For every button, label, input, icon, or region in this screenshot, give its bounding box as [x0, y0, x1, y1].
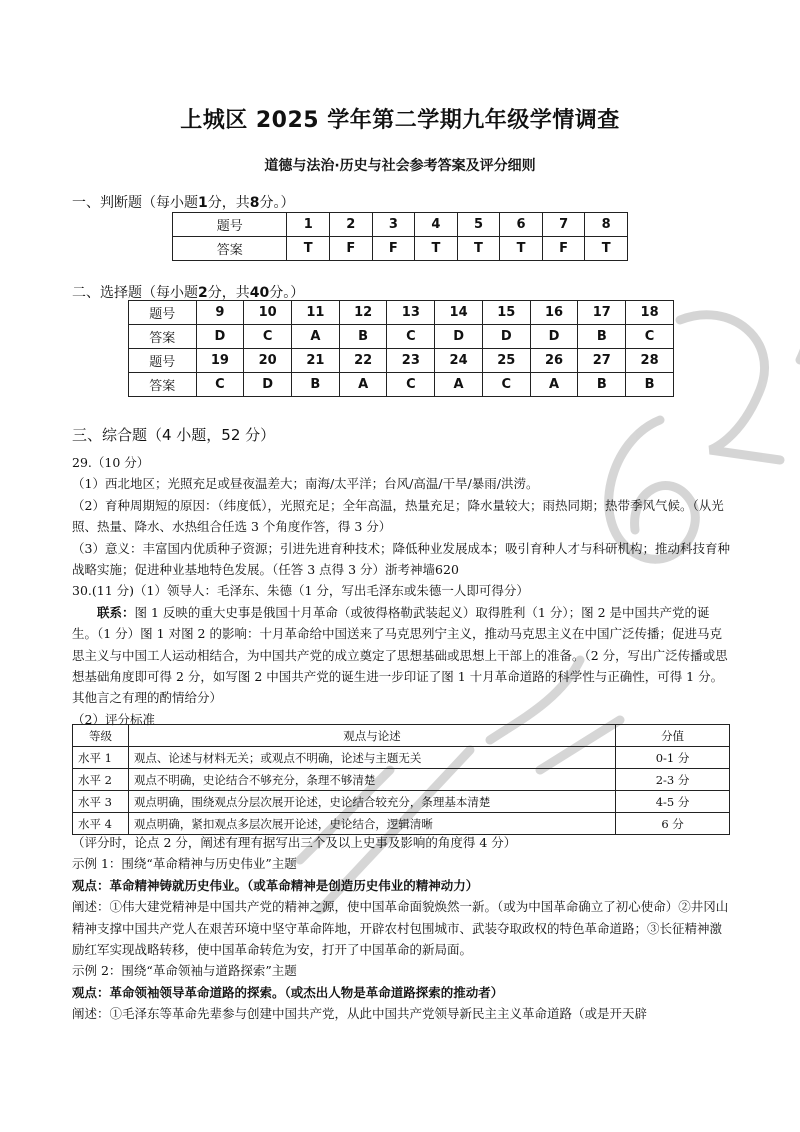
- example1-explanation: 阐述：①伟大建党精神是中国共产党的精神之源，使中国革命面貌焕然一新。（或为中国革命确立了初心使命）②井冈山精神支撑中国共产党人在艰苦环境中坚守革命阵地，开辟农村包围城市、武装夺取政权的特色革命道路；③长征精神激励红军实现战略转移，使中国革命转危为安，打开了中国革命的新局面。: [72, 899, 729, 958]
- document-subtitle: 道德与法治·历史与社会参考答案及评分细则: [264, 158, 536, 174]
- question-number: 4: [415, 213, 458, 237]
- answer-cell: A: [292, 325, 340, 349]
- q29-line3: （2）育种周期短的原因：（纬度低），光照充足；全年高温，热量充足；降水量较大；雨热同期；热带季风气候。（从光照、热量、降水、水热组合任选 3 个角度作答，得 3 分）: [72, 497, 724, 535]
- rubric-desc: 观点明确，紧扣观点多层次展开论述，史论结合，逻辑清晰: [128, 813, 615, 835]
- answer-row: [129, 325, 674, 349]
- row-label: 答案: [173, 237, 287, 261]
- question-number: 26: [530, 349, 578, 373]
- rubric-header-cell: 观点与论述: [128, 725, 615, 747]
- answer-cell: B: [578, 325, 626, 349]
- q29-line2: （1）西北地区；光照充足或昼夜温差大；南海/太平洋；台风/高温/干旱/暴雨/洪涝。: [72, 476, 539, 492]
- rubric-score: 4-5 分: [616, 791, 730, 813]
- rubric-desc: 观点、论述与材料无关；或观点不明确，论述与主题无关: [128, 747, 615, 769]
- question-number: 27: [578, 349, 626, 373]
- question-number: 15: [482, 301, 530, 325]
- row-label: 答案: [129, 373, 197, 397]
- rubric-desc: 观点不明确，史论结合不够充分，条理不够清楚: [128, 769, 615, 791]
- answer-cell: A: [530, 373, 578, 397]
- answer-cell: A: [435, 373, 483, 397]
- answer-cell: F: [542, 237, 585, 261]
- q29-answer: [72, 452, 732, 730]
- question-number: 3: [372, 213, 415, 237]
- answer-cell: C: [196, 373, 244, 397]
- answer-cell: D: [482, 325, 530, 349]
- answer-cell: F: [372, 237, 415, 261]
- question-number: 11: [292, 301, 340, 325]
- row-label: 题号: [129, 349, 197, 373]
- example1-title: 示例 1：围绕“革命精神与历史伟业”主题: [72, 856, 297, 872]
- row-label: 答案: [129, 325, 197, 349]
- rubric-header-cell: 等级: [73, 725, 129, 747]
- answer-cell: D: [435, 325, 483, 349]
- rubric-row: [73, 747, 730, 769]
- question-number: 18: [626, 301, 674, 325]
- question-number: 23: [387, 349, 435, 373]
- example2-title: 示例 2：围绕“革命领袖与道路探索”主题: [72, 963, 297, 979]
- rubric-row: [73, 769, 730, 791]
- section3-heading: 三、综合题（4 小题，52 分）: [72, 426, 276, 444]
- question-number: 24: [435, 349, 483, 373]
- rubric-score: 0-1 分: [616, 747, 730, 769]
- question-number: 8: [585, 213, 628, 237]
- question-number: 10: [244, 301, 292, 325]
- number-row: [129, 349, 674, 373]
- answer-cell: T: [500, 237, 543, 261]
- rubric-level: 水平 1: [73, 747, 129, 769]
- answer-cell: T: [287, 237, 330, 261]
- answer-cell: D: [196, 325, 244, 349]
- example2-explanation: 阐述：①毛泽东等革命先辈参与创建中国共产党，从此中国共产党领导新民主主义革命道路（或是开天辟: [72, 1006, 648, 1022]
- number-row: [129, 301, 674, 325]
- question-number: 1: [287, 213, 330, 237]
- scoring-note: （评分时，论点 2 分，阐述有理有据写出三个及以上史事及影响的角度得 4 分）: [72, 835, 517, 850]
- answer-cell: T: [585, 237, 628, 261]
- question-number: 16: [530, 301, 578, 325]
- rubric-score: 2-3 分: [616, 769, 730, 791]
- question-number: 6: [500, 213, 543, 237]
- answer-cell: D: [530, 325, 578, 349]
- row-label: 题号: [173, 213, 287, 237]
- q29-line4: （3）意义：丰富国内优质种子资源；引进先进育种技术；降低种业发展成本；吸引育种人才与科研机构；推动科技育种战略实施；促进种业基地特色发展。（任答 3 点得 3 分）浙考神墙620: [72, 540, 730, 578]
- q29-line1: 29.（10 分）: [72, 455, 150, 470]
- answer-cell: B: [339, 325, 387, 349]
- answer-cell: T: [457, 237, 500, 261]
- answer-cell: B: [292, 373, 340, 397]
- section2-heading: 二、选择题（每小题2分，共40分。）: [72, 285, 305, 301]
- section1-heading: 一、判断题（每小题1分，共8分。）: [72, 195, 295, 211]
- answer-cell: C: [387, 373, 435, 397]
- rubric-level: 水平 4: [73, 813, 129, 835]
- answer-cell: C: [626, 325, 674, 349]
- rubric-level: 水平 2: [73, 769, 129, 791]
- q30-line1: 30.(11 分)（1）领导人：毛泽东、朱德（1 分，写出毛泽东或朱德一人即可得分）: [72, 583, 529, 599]
- answer-cell: B: [578, 373, 626, 397]
- rubric-row: [73, 791, 730, 813]
- answer-cell: D: [244, 373, 292, 397]
- rubric-desc: 观点明确，围绕观点分层次展开论述，史论结合较充分，条理基本清楚: [128, 791, 615, 813]
- rubric-header-cell: 分值: [616, 725, 730, 747]
- question-number: 20: [244, 349, 292, 373]
- answer-cell: A: [339, 373, 387, 397]
- answer-cell: C: [244, 325, 292, 349]
- q30-examples: [72, 832, 732, 1025]
- answer-row: [173, 237, 628, 261]
- document-title: 上城区 2025 学年第二学期九年级学情调查: [180, 108, 620, 133]
- question-number: 14: [435, 301, 483, 325]
- question-number: 9: [196, 301, 244, 325]
- question-number: 19: [196, 349, 244, 373]
- question-number: 12: [339, 301, 387, 325]
- rubric-table: [72, 724, 730, 835]
- rubric-header-row: [73, 725, 730, 747]
- example1-view: 观点：革命精神铸就历史伟业。（或革命精神是创造历史伟业的精神动力）: [72, 877, 479, 893]
- q30-line3: （2）评分标准: [72, 711, 155, 727]
- answer-cell: T: [415, 237, 458, 261]
- answer-cell: B: [626, 373, 674, 397]
- answer-cell: F: [330, 237, 373, 261]
- question-number: 7: [542, 213, 585, 237]
- question-number: 22: [339, 349, 387, 373]
- q30-line2: 联系：图 1 反映的重大史事是俄国十月革命（或彼得格勒武装起义）取得胜利（1 分）；图 2 是中国共产党的诞生。（1 分）图 1 对图 2 的影响：十月革命给中国送来了马克思列宁主义，推动马克思主义在中国广泛传播；促进马克思主义与中国工人运动相结合，为中国共产党的成立奠定了思想基础或思想上干部上的准备。（2 分，写出广泛传播或思想基础角度即可得 2 分，如写图 2 中国共产党的诞生进一步印证了图 1 十月革命道路的科学性与正确性，可得 1 分。其他言之有理的酌情给分）: [72, 604, 728, 706]
- question-number: 28: [626, 349, 674, 373]
- number-row: [173, 213, 628, 237]
- example2-view: 观点：革命领袖领导革命道路的探索。（或杰出人物是革命道路探索的推动者）: [72, 984, 504, 1000]
- rubric-level: 水平 3: [73, 791, 129, 813]
- rubric-score: 6 分: [616, 813, 730, 835]
- question-number: 13: [387, 301, 435, 325]
- question-number: 17: [578, 301, 626, 325]
- answer-cell: C: [482, 373, 530, 397]
- answer-row: [129, 373, 674, 397]
- question-number: 2: [330, 213, 373, 237]
- question-number: 21: [292, 349, 340, 373]
- choice-answer-table: [128, 300, 674, 397]
- judgment-answer-table: [172, 212, 628, 261]
- question-number: 5: [457, 213, 500, 237]
- question-number: 25: [482, 349, 530, 373]
- row-label: 题号: [129, 301, 197, 325]
- answer-cell: C: [387, 325, 435, 349]
